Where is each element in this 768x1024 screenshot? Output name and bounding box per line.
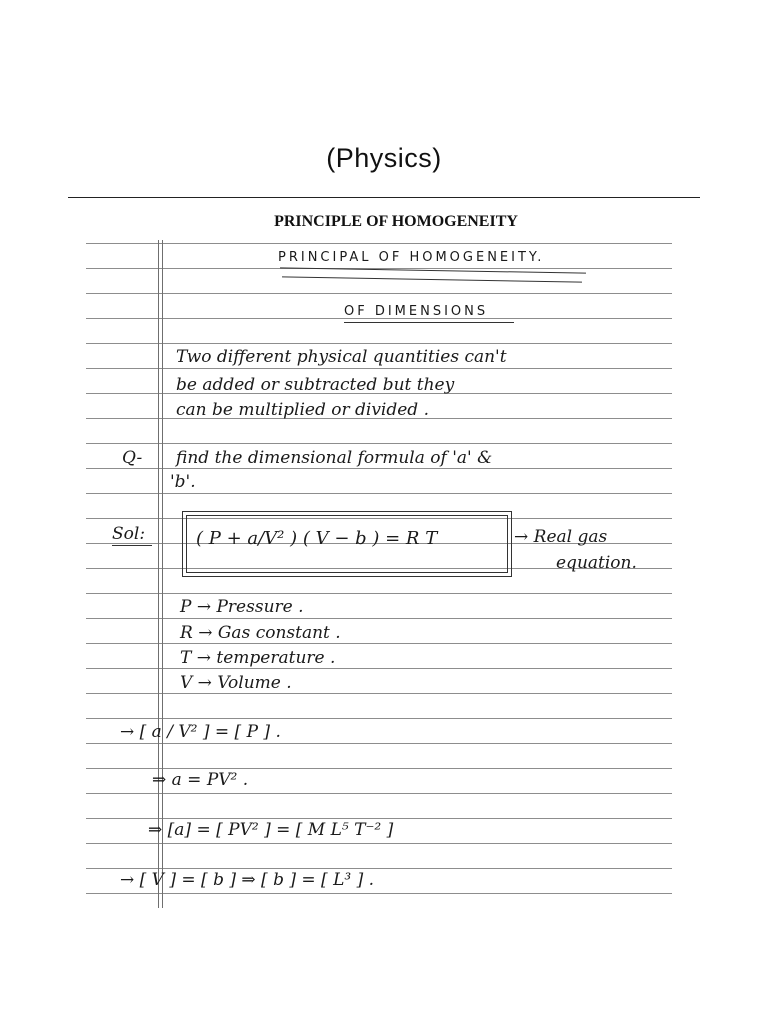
statement-line: Two different physical quantities can't — [176, 347, 507, 367]
equation-note: → Real gas — [514, 527, 608, 547]
derivation-step: ⇒ a = PV² . — [152, 770, 249, 790]
heading-underline — [282, 276, 582, 282]
section-heading: PRINCIPLE OF HOMOGENEITY — [274, 213, 518, 230]
ruled-line — [86, 793, 672, 794]
equation-note: equation. — [556, 553, 637, 573]
question-label: Q- — [122, 448, 143, 468]
solution-underline — [112, 545, 152, 546]
ruled-line — [86, 818, 672, 819]
ruled-line — [86, 643, 672, 644]
margin-line — [162, 240, 163, 908]
question-line: 'b'. — [170, 472, 196, 492]
notes-heading-line1: PRINCIPAL OF HOMOGENEITY. — [278, 250, 545, 265]
question-line: find the dimensional formula of 'a' & — [176, 448, 493, 468]
ruled-line — [86, 868, 672, 869]
ruled-line — [86, 468, 672, 469]
derivation-step: ⇒ [a] = [ PV² ] = [ M L⁵ T⁻² ] — [148, 820, 394, 840]
ruled-line — [86, 768, 672, 769]
derivation-step: → [ V ] = [ b ] ⇒ [ b ] = [ L³ ] . — [120, 870, 375, 890]
ruled-line — [86, 743, 672, 744]
margin-line — [158, 240, 159, 908]
statement-line: can be multiplied or divided . — [176, 400, 429, 420]
definition-line: T → temperature . — [180, 648, 336, 668]
ruled-line — [86, 368, 672, 369]
solution-label: Sol: — [112, 524, 146, 544]
definition-line: P → Pressure . — [180, 597, 304, 617]
ruled-line — [86, 593, 672, 594]
ruled-line — [86, 343, 672, 344]
ruled-line — [86, 693, 672, 694]
ruled-line — [86, 668, 672, 669]
definition-line: V → Volume . — [180, 673, 292, 693]
page-title: (Physics) — [326, 143, 442, 173]
ruled-line — [86, 893, 672, 894]
definition-line: R → Gas constant . — [180, 623, 341, 643]
ruled-line — [86, 243, 672, 244]
van-der-waals-equation: ( P + a/V² ) ( V − b ) = R T — [196, 528, 438, 549]
notes-heading-line2: OF DIMENSIONS — [344, 304, 489, 319]
heading-underline — [344, 322, 514, 323]
ruled-line — [86, 618, 672, 619]
ruled-line — [86, 718, 672, 719]
derivation-step: → [ a / V² ] = [ P ] . — [120, 722, 281, 742]
ruled-line — [86, 493, 672, 494]
statement-line: be added or subtracted but they — [176, 375, 455, 395]
ruled-line — [86, 443, 672, 444]
ruled-line — [86, 843, 672, 844]
ruled-line — [86, 293, 672, 294]
